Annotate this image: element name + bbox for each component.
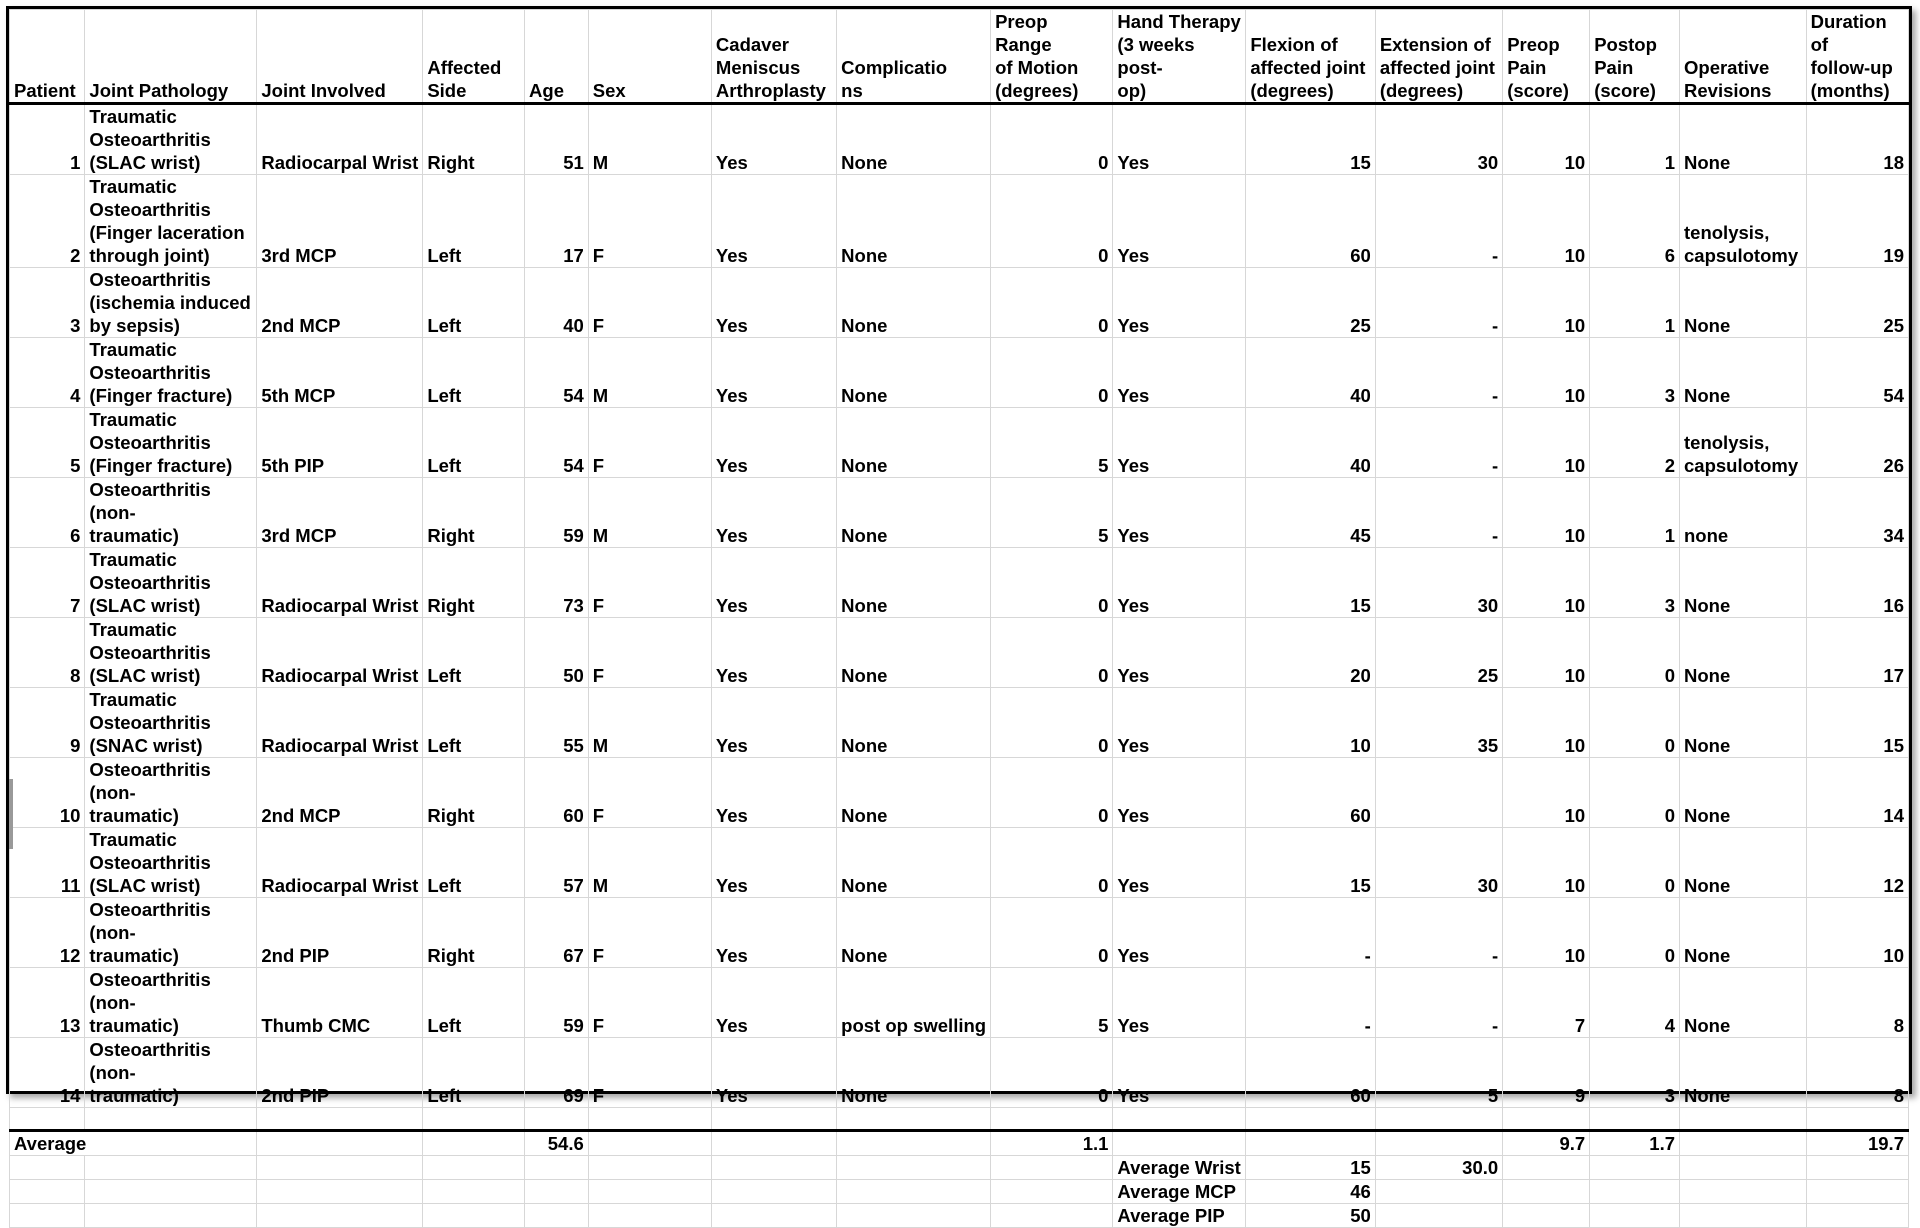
cell-operative-revisions[interactable]: None xyxy=(1680,104,1807,175)
header-patient[interactable]: Patient xyxy=(10,10,85,104)
cell-duration[interactable]: 17 xyxy=(1806,618,1908,688)
cell-duration[interactable]: 18 xyxy=(1806,104,1908,175)
cell-preop-rom[interactable]: 0 xyxy=(991,688,1113,758)
table-row xyxy=(10,1038,1909,1108)
cell-hand-therapy[interactable]: Yes xyxy=(1113,1038,1246,1108)
cell-postop-pain[interactable]: 1 xyxy=(1590,268,1680,338)
cell-flexion[interactable]: 60 xyxy=(1246,1038,1375,1108)
cell-preop-rom[interactable]: 0 xyxy=(991,175,1113,268)
cell-flexion[interactable]: 60 xyxy=(1246,175,1375,268)
table-row xyxy=(10,618,1909,688)
cell-preop-rom[interactable]: 0 xyxy=(991,758,1113,828)
cell-preop-rom[interactable]: 0 xyxy=(991,548,1113,618)
cell-flexion[interactable]: 15 xyxy=(1246,828,1375,898)
cell-age[interactable]: 17 xyxy=(525,175,589,268)
cell-flexion[interactable]: 15 xyxy=(1246,104,1375,175)
cell-age[interactable]: 59 xyxy=(525,968,589,1038)
cell-flexion[interactable]: 25 xyxy=(1246,268,1375,338)
cell-cadaver-meniscus-arthroplasty[interactable]: Yes xyxy=(711,1038,836,1108)
cell-hand-therapy[interactable]: Yes xyxy=(1113,758,1246,828)
table-row xyxy=(10,688,1909,758)
cell-joint-involved[interactable]: Radiocarpal Wrist xyxy=(257,618,423,688)
table-row xyxy=(10,548,1909,618)
cell-extension[interactable]: - xyxy=(1375,408,1502,478)
header-complications[interactable]: Complicatio ns xyxy=(837,10,991,104)
average-mcp-flexion[interactable]: 46 xyxy=(1246,1180,1375,1204)
cell-cadaver-meniscus-arthroplasty[interactable]: Yes xyxy=(711,408,836,478)
cell-operative-revisions[interactable]: None xyxy=(1680,758,1807,828)
cell-patient[interactable]: 10 xyxy=(10,758,85,828)
cell-postop-pain[interactable]: 3 xyxy=(1590,548,1680,618)
cell-complications[interactable]: post op swelling xyxy=(837,968,991,1038)
cell-cadaver-meniscus-arthroplasty[interactable]: Yes xyxy=(711,548,836,618)
cell-operative-revisions[interactable]: None xyxy=(1680,828,1807,898)
cell-flexion[interactable]: 15 xyxy=(1246,548,1375,618)
cell-duration[interactable]: 25 xyxy=(1806,268,1908,338)
average-wrist-row xyxy=(10,1156,1909,1180)
average-wrist-label[interactable]: Average Wrist xyxy=(1113,1156,1246,1180)
cell-affected-side[interactable]: Right xyxy=(423,548,525,618)
cell-operative-revisions[interactable]: None xyxy=(1680,1038,1807,1108)
cell-operative-revisions[interactable]: None xyxy=(1680,618,1807,688)
cell-hand-therapy[interactable]: Yes xyxy=(1113,968,1246,1038)
cell-postop-pain[interactable]: 2 xyxy=(1590,408,1680,478)
cell-operative-revisions[interactable]: tenolysis, capsulotomy xyxy=(1680,408,1807,478)
cell-preop-pain[interactable]: 10 xyxy=(1503,618,1590,688)
cell-age[interactable]: 50 xyxy=(525,618,589,688)
cell-patient[interactable]: 7 xyxy=(10,548,85,618)
cell-duration[interactable]: 8 xyxy=(1806,968,1908,1038)
cell-extension[interactable]: - xyxy=(1375,338,1502,408)
cell-patient[interactable]: 4 xyxy=(10,338,85,408)
cell-patient[interactable]: 5 xyxy=(10,408,85,478)
cell-joint-pathology[interactable]: Traumatic Osteoarthritis (SLAC wrist) xyxy=(85,828,257,898)
cell-preop-pain[interactable]: 10 xyxy=(1503,898,1590,968)
cell-operative-revisions[interactable]: None xyxy=(1680,268,1807,338)
average-row xyxy=(10,1131,1909,1156)
cell-age[interactable]: 57 xyxy=(525,828,589,898)
cell-complications[interactable]: None xyxy=(837,688,991,758)
cell-complications[interactable]: None xyxy=(837,898,991,968)
cell-postop-pain[interactable]: 3 xyxy=(1590,1038,1680,1108)
cell-operative-revisions[interactable]: None xyxy=(1680,688,1807,758)
cell-extension[interactable]: 5 xyxy=(1375,1038,1502,1108)
cell-duration[interactable]: 8 xyxy=(1806,1038,1908,1108)
cell-cadaver-meniscus-arthroplasty[interactable]: Yes xyxy=(711,688,836,758)
average-wrist-extension[interactable]: 30.0 xyxy=(1375,1156,1502,1180)
cell-postop-pain[interactable]: 1 xyxy=(1590,478,1680,548)
header-flexion[interactable]: Flexion of affected joint (degrees) xyxy=(1246,10,1375,104)
average-age[interactable]: 54.6 xyxy=(525,1131,589,1156)
cell-cadaver-meniscus-arthroplasty[interactable]: Yes xyxy=(711,338,836,408)
cell-sex[interactable]: F xyxy=(588,268,711,338)
cell-patient[interactable]: 6 xyxy=(10,478,85,548)
cell-joint-pathology[interactable]: Traumatic Osteoarthritis (SLAC wrist) xyxy=(85,618,257,688)
cell-flexion[interactable]: - xyxy=(1246,898,1375,968)
cell-postop-pain[interactable]: 1 xyxy=(1590,104,1680,175)
average-preop-pain[interactable]: 9.7 xyxy=(1503,1131,1590,1156)
header-joint-pathology[interactable]: Joint Pathology xyxy=(85,10,257,104)
cell-extension[interactable]: 30 xyxy=(1375,828,1502,898)
cell-age[interactable]: 67 xyxy=(525,898,589,968)
cell-duration[interactable]: 10 xyxy=(1806,898,1908,968)
cell-hand-therapy[interactable]: Yes xyxy=(1113,478,1246,548)
average-mcp-label[interactable]: Average MCP xyxy=(1113,1180,1246,1204)
cell-complications[interactable]: None xyxy=(837,104,991,175)
header-hand-therapy[interactable]: Hand Therapy (3 weeks post- op) xyxy=(1113,10,1246,104)
cell-operative-revisions[interactable]: none xyxy=(1680,478,1807,548)
cell-hand-therapy[interactable]: Yes xyxy=(1113,688,1246,758)
cell-cadaver-meniscus-arthroplasty[interactable]: Yes xyxy=(711,618,836,688)
header-preop-rom[interactable]: Preop Range of Motion (degrees) xyxy=(991,10,1113,104)
cell-joint-pathology[interactable]: Traumatic Osteoarthritis (Finger fracture) xyxy=(85,408,257,478)
average-label[interactable]: Average xyxy=(10,1131,257,1156)
cell-sex[interactable]: F xyxy=(588,408,711,478)
average-pip-flexion[interactable]: 50 xyxy=(1246,1204,1375,1228)
cell-affected-side[interactable]: Right xyxy=(423,898,525,968)
cell-hand-therapy[interactable]: Yes xyxy=(1113,408,1246,478)
cell-postop-pain[interactable]: 0 xyxy=(1590,898,1680,968)
cell-preop-pain[interactable]: 10 xyxy=(1503,758,1590,828)
table-row xyxy=(10,478,1909,548)
table-row xyxy=(10,338,1909,408)
cell-joint-involved[interactable]: Radiocarpal Wrist xyxy=(257,548,423,618)
cell-preop-pain[interactable]: 10 xyxy=(1503,268,1590,338)
cell-preop-pain[interactable]: 10 xyxy=(1503,828,1590,898)
cell-sex[interactable]: F xyxy=(588,548,711,618)
cell-flexion[interactable]: 40 xyxy=(1246,408,1375,478)
cell-sex[interactable]: F xyxy=(588,898,711,968)
cell-flexion[interactable]: 10 xyxy=(1246,688,1375,758)
cell-complications[interactable]: None xyxy=(837,828,991,898)
cell-postop-pain[interactable]: 0 xyxy=(1590,758,1680,828)
cell-preop-rom[interactable]: 5 xyxy=(991,408,1113,478)
cell-flexion[interactable]: 45 xyxy=(1246,478,1375,548)
cell-joint-involved[interactable]: 2nd MCP xyxy=(257,758,423,828)
cell-complications[interactable]: None xyxy=(837,548,991,618)
table-row xyxy=(10,268,1909,338)
cell-extension[interactable] xyxy=(1375,758,1502,828)
header-operative-revisions[interactable]: Operative Revisions xyxy=(1680,10,1807,104)
header-preop-pain[interactable]: Preop Pain (score) xyxy=(1503,10,1590,104)
table-row xyxy=(10,104,1909,175)
cell-cadaver-meniscus-arthroplasty[interactable]: Yes xyxy=(711,828,836,898)
cell-patient[interactable]: 9 xyxy=(10,688,85,758)
average-duration[interactable]: 19.7 xyxy=(1806,1131,1908,1156)
row-selection-marker xyxy=(9,779,13,849)
cell-joint-involved[interactable]: Thumb CMC xyxy=(257,968,423,1038)
cell-flexion[interactable]: 40 xyxy=(1246,338,1375,408)
cell-duration[interactable]: 16 xyxy=(1806,548,1908,618)
cell-duration[interactable]: 14 xyxy=(1806,758,1908,828)
cell-cadaver-meniscus-arthroplasty[interactable]: Yes xyxy=(711,104,836,175)
cell-preop-rom[interactable]: 0 xyxy=(991,268,1113,338)
cell-joint-involved[interactable]: 3rd MCP xyxy=(257,478,423,548)
cell-preop-pain[interactable]: 10 xyxy=(1503,478,1590,548)
cell-sex[interactable]: M xyxy=(588,828,711,898)
cell-joint-pathology[interactable]: Traumatic Osteoarthritis (SNAC wrist) xyxy=(85,688,257,758)
summary-section xyxy=(10,1108,1909,1228)
cell-patient[interactable]: 8 xyxy=(10,618,85,688)
table-row xyxy=(10,758,1909,828)
cell-sex[interactable]: M xyxy=(588,338,711,408)
average-mcp-row xyxy=(10,1180,1909,1204)
spreadsheet-view xyxy=(6,6,1912,1226)
cell-duration[interactable]: 54 xyxy=(1806,338,1908,408)
average-postop-pain[interactable]: 1.7 xyxy=(1590,1131,1680,1156)
cell-operative-revisions[interactable]: None xyxy=(1680,898,1807,968)
patient-data-table xyxy=(9,9,1909,1228)
header-age[interactable]: Age xyxy=(525,10,589,104)
cell-extension[interactable]: - xyxy=(1375,268,1502,338)
cell-sex[interactable]: M xyxy=(588,478,711,548)
cell-cadaver-meniscus-arthroplasty[interactable]: Yes xyxy=(711,968,836,1038)
cell-preop-rom[interactable]: 0 xyxy=(991,1038,1113,1108)
cell-hand-therapy[interactable]: Yes xyxy=(1113,898,1246,968)
cell-duration[interactable]: 34 xyxy=(1806,478,1908,548)
cell-affected-side[interactable]: Left xyxy=(423,175,525,268)
cell-patient[interactable]: 11 xyxy=(10,828,85,898)
cell-affected-side[interactable]: Left xyxy=(423,1038,525,1108)
cell-sex[interactable]: F xyxy=(588,1038,711,1108)
cell-extension[interactable]: 30 xyxy=(1375,104,1502,175)
cell-age[interactable]: 54 xyxy=(525,338,589,408)
cell-joint-involved[interactable]: Radiocarpal Wrist xyxy=(257,828,423,898)
cell-joint-involved[interactable]: Radiocarpal Wrist xyxy=(257,688,423,758)
cell-joint-pathology[interactable]: Osteoarthritis (non- traumatic) xyxy=(85,968,257,1038)
cell-extension[interactable]: - xyxy=(1375,898,1502,968)
cell-joint-pathology[interactable]: Traumatic Osteoarthritis (Finger laceration through joint) xyxy=(85,175,257,268)
table-row xyxy=(10,408,1909,478)
cell-joint-pathology[interactable]: Osteoarthritis (non- traumatic) xyxy=(85,758,257,828)
average-wrist-flexion[interactable]: 15 xyxy=(1246,1156,1375,1180)
cell-duration[interactable]: 19 xyxy=(1806,175,1908,268)
cell-postop-pain[interactable]: 0 xyxy=(1590,618,1680,688)
cell-age[interactable]: 51 xyxy=(525,104,589,175)
cell-extension[interactable]: - xyxy=(1375,968,1502,1038)
cell-complications[interactable]: None xyxy=(837,408,991,478)
cell-sex[interactable]: F xyxy=(588,968,711,1038)
cell-cadaver-meniscus-arthroplasty[interactable]: Yes xyxy=(711,898,836,968)
cell-preop-pain[interactable]: 10 xyxy=(1503,408,1590,478)
cell-affected-side[interactable]: Right xyxy=(423,104,525,175)
cell-joint-pathology[interactable]: Osteoarthritis (non- traumatic) xyxy=(85,478,257,548)
cell-age[interactable]: 73 xyxy=(525,548,589,618)
cell-patient[interactable]: 13 xyxy=(10,968,85,1038)
cell-joint-involved[interactable]: 5th PIP xyxy=(257,408,423,478)
blank-row xyxy=(10,1108,1909,1131)
cell-flexion[interactable]: 20 xyxy=(1246,618,1375,688)
cell-joint-involved[interactable]: 2nd PIP xyxy=(257,898,423,968)
cell-age[interactable]: 59 xyxy=(525,478,589,548)
cell-flexion[interactable]: 60 xyxy=(1246,758,1375,828)
cell-affected-side[interactable]: Right xyxy=(423,758,525,828)
cell-preop-rom[interactable]: 0 xyxy=(991,618,1113,688)
header-extension[interactable]: Extension of affected joint (degrees) xyxy=(1375,10,1502,104)
cell-complications[interactable]: None xyxy=(837,618,991,688)
cell-sex[interactable]: F xyxy=(588,758,711,828)
cell-joint-pathology[interactable]: Osteoarthritis (ischemia induced by sepsis) xyxy=(85,268,257,338)
header-sex[interactable]: Sex xyxy=(588,10,711,104)
cell-extension[interactable]: 30 xyxy=(1375,548,1502,618)
cell-preop-pain[interactable]: 10 xyxy=(1503,104,1590,175)
cell-preop-pain[interactable]: 10 xyxy=(1503,175,1590,268)
cell-affected-side[interactable]: Left xyxy=(423,688,525,758)
cell-joint-pathology[interactable]: Traumatic Osteoarthritis (SLAC wrist) xyxy=(85,104,257,175)
cell-joint-pathology[interactable]: Traumatic Osteoarthritis (Finger fracture) xyxy=(85,338,257,408)
cell-duration[interactable]: 12 xyxy=(1806,828,1908,898)
cell-age[interactable]: 55 xyxy=(525,688,589,758)
cell-extension[interactable]: - xyxy=(1375,478,1502,548)
cell-patient[interactable]: 12 xyxy=(10,898,85,968)
cell-affected-side[interactable]: Left xyxy=(423,268,525,338)
cell-joint-pathology[interactable]: Osteoarthritis (non- traumatic) xyxy=(85,1038,257,1108)
cell-affected-side[interactable]: Left xyxy=(423,618,525,688)
cell-age[interactable]: 69 xyxy=(525,1038,589,1108)
cell-preop-pain[interactable]: 10 xyxy=(1503,688,1590,758)
cell-hand-therapy[interactable]: Yes xyxy=(1113,548,1246,618)
cell-preop-pain[interactable]: 9 xyxy=(1503,1038,1590,1108)
cell-affected-side[interactable]: Left xyxy=(423,828,525,898)
cell-preop-rom[interactable]: 0 xyxy=(991,338,1113,408)
cell-affected-side[interactable]: Left xyxy=(423,968,525,1038)
cell-patient[interactable]: 14 xyxy=(10,1038,85,1108)
cell-duration[interactable]: 26 xyxy=(1806,408,1908,478)
header-duration[interactable]: Duration of follow-up (months) xyxy=(1806,10,1908,104)
cell-preop-rom[interactable]: 0 xyxy=(991,828,1113,898)
cell-preop-rom[interactable]: 5 xyxy=(991,478,1113,548)
cell-operative-revisions[interactable]: tenolysis, capsulotomy xyxy=(1680,175,1807,268)
cell-preop-pain[interactable]: 7 xyxy=(1503,968,1590,1038)
table-body xyxy=(10,104,1909,1108)
cell-complications[interactable]: None xyxy=(837,175,991,268)
cell-postop-pain[interactable]: 4 xyxy=(1590,968,1680,1038)
average-pip-label[interactable]: Average PIP xyxy=(1113,1204,1246,1228)
cell-complications[interactable]: None xyxy=(837,268,991,338)
cell-joint-involved[interactable]: 3rd MCP xyxy=(257,175,423,268)
cell-patient[interactable]: 2 xyxy=(10,175,85,268)
header-row xyxy=(10,10,1909,104)
table-row xyxy=(10,968,1909,1038)
table-row xyxy=(10,898,1909,968)
cell-postop-pain[interactable]: 3 xyxy=(1590,338,1680,408)
cell-duration[interactable]: 15 xyxy=(1806,688,1908,758)
cell-affected-side[interactable]: Right xyxy=(423,478,525,548)
cell-complications[interactable]: None xyxy=(837,478,991,548)
cell-postop-pain[interactable]: 0 xyxy=(1590,688,1680,758)
cell-flexion[interactable]: - xyxy=(1246,968,1375,1038)
cell-sex[interactable]: M xyxy=(588,104,711,175)
cell-complications[interactable]: None xyxy=(837,1038,991,1108)
cell-age[interactable]: 54 xyxy=(525,408,589,478)
cell-extension[interactable]: - xyxy=(1375,175,1502,268)
header-cadaver-meniscus-arthroplasty[interactable]: Cadaver Meniscus Arthroplasty xyxy=(711,10,836,104)
cell-joint-involved[interactable]: 2nd MCP xyxy=(257,268,423,338)
cell-operative-revisions[interactable]: None xyxy=(1680,338,1807,408)
cell-preop-pain[interactable]: 10 xyxy=(1503,338,1590,408)
header-affected-side[interactable]: Affected Side xyxy=(423,10,525,104)
cell-cadaver-meniscus-arthroplasty[interactable]: Yes xyxy=(711,758,836,828)
cell-extension[interactable]: 25 xyxy=(1375,618,1502,688)
cell-joint-involved[interactable]: 5th MCP xyxy=(257,338,423,408)
cell-sex[interactable]: F xyxy=(588,618,711,688)
average-preop-rom[interactable]: 1.1 xyxy=(991,1131,1113,1156)
cell-complications[interactable]: None xyxy=(837,758,991,828)
average-pip-row xyxy=(10,1204,1909,1228)
cell-hand-therapy[interactable]: Yes xyxy=(1113,175,1246,268)
cell-joint-pathology[interactable]: Osteoarthritis (non- traumatic) xyxy=(85,898,257,968)
cell-affected-side[interactable]: Left xyxy=(423,408,525,478)
cell-cadaver-meniscus-arthroplasty[interactable]: Yes xyxy=(711,478,836,548)
cell-patient[interactable]: 1 xyxy=(10,104,85,175)
cell-operative-revisions[interactable]: None xyxy=(1680,548,1807,618)
cell-affected-side[interactable]: Left xyxy=(423,338,525,408)
cell-complications[interactable]: None xyxy=(837,338,991,408)
cell-joint-involved[interactable]: 2nd PIP xyxy=(257,1038,423,1108)
cell-sex[interactable]: M xyxy=(588,688,711,758)
cell-hand-therapy[interactable]: Yes xyxy=(1113,618,1246,688)
cell-joint-involved[interactable]: Radiocarpal Wrist xyxy=(257,104,423,175)
cell-age[interactable]: 40 xyxy=(525,268,589,338)
cell-postop-pain[interactable]: 6 xyxy=(1590,175,1680,268)
cell-cadaver-meniscus-arthroplasty[interactable]: Yes xyxy=(711,268,836,338)
cell-hand-therapy[interactable]: Yes xyxy=(1113,268,1246,338)
cell-patient[interactable]: 3 xyxy=(10,268,85,338)
cell-preop-pain[interactable]: 10 xyxy=(1503,548,1590,618)
table-row xyxy=(10,175,1909,268)
cell-postop-pain[interactable]: 0 xyxy=(1590,828,1680,898)
cell-extension[interactable]: 35 xyxy=(1375,688,1502,758)
cell-sex[interactable]: F xyxy=(588,175,711,268)
cell-cadaver-meniscus-arthroplasty[interactable]: Yes xyxy=(711,175,836,268)
cell-hand-therapy[interactable]: Yes xyxy=(1113,828,1246,898)
cell-preop-rom[interactable]: 0 xyxy=(991,104,1113,175)
cell-hand-therapy[interactable]: Yes xyxy=(1113,338,1246,408)
cell-preop-rom[interactable]: 0 xyxy=(991,898,1113,968)
cell-joint-pathology[interactable]: Traumatic Osteoarthritis (SLAC wrist) xyxy=(85,548,257,618)
table-row xyxy=(10,828,1909,898)
cell-operative-revisions[interactable]: None xyxy=(1680,968,1807,1038)
cell-age[interactable]: 60 xyxy=(525,758,589,828)
cell-hand-therapy[interactable]: Yes xyxy=(1113,104,1246,175)
header-joint-involved[interactable]: Joint Involved xyxy=(257,10,423,104)
cell-preop-rom[interactable]: 5 xyxy=(991,968,1113,1038)
header-postop-pain[interactable]: Postop Pain (score) xyxy=(1590,10,1680,104)
